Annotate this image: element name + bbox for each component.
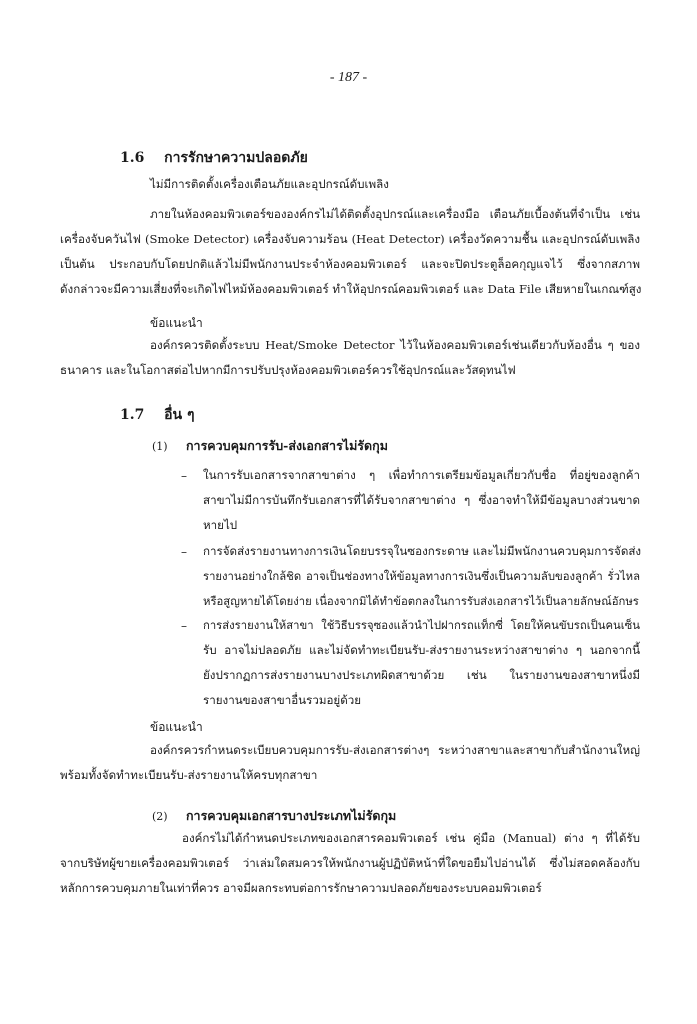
bullet-dash: – [181,545,187,559]
finding-line: เป็นต้น ประกอบกับโดยปกติแล้วไม่มีพนักงานประจำห้องคอมพิวเตอร์ และจะปิดประตูล็อคกุญแจไว้ ซึ่งจากสภาพ [60,257,640,271]
finding-line: ภายในห้องคอมพิวเตอร์ขององค์กรไม่ได้ติดตั้งอุปกรณ์และเครื่องมือ เตือนภัยเบื้องต้นที่จำเป็น เช่น [150,207,640,221]
bullet-line: การจัดส่งรายงานทางการเงินโดยบรรจุในซองกระดาษ และไม่มีพนักงานควบคุมการจัดส่ง [203,544,642,558]
section-1-7-heading [120,404,194,426]
subsection-title: การควบคุมเอกสารบางประเภทไม่รัดกุม [185,808,397,823]
paragraph-line: องค์กรไม่ได้กำหนดประเภทของเอกสารคอมพิวเตอร์ เช่น คู่มือ (Manual) ต่าง ๆ ที่ได้รับ [182,831,640,845]
bullet-line: ยังปรากฏการส่งรายงานบางประเภทผิดสาขาด้วย เช่น ในรายงานของสาขาหนึ่งมี [203,668,640,682]
subsection-2-heading [152,806,396,826]
bullet-line: หายไป [203,518,238,532]
subsection-number: (2) [152,810,168,823]
recommendation-line: องค์กรควรติดตั้งระบบ Heat/Smoke Detector ไว้ในห้องคอมพิวเตอร์เช่นเดียวกับห้องอื่น ๆ ของ [150,338,640,352]
section-number: 1.6 [120,150,145,166]
finding-heading: ไม่มีการติดตั้งเครื่องเตือนภัยและอุปกรณ์ดับเพลิง [150,177,389,191]
recommendation-line: องค์กรควรกำหนดระเบียบควบคุมการรับ-ส่งเอกสารต่างๆ ระหว่างสาขาและสาขากับสำนักงานใหญ่ [150,743,640,757]
bullet-dash: – [181,619,187,633]
bullet-dash: – [181,469,187,483]
recommendation-line: พร้อมทั้งจัดทำทะเบียนรับ-ส่งรายงานให้ครบทุกสาขา [60,768,318,782]
recommendation-label: ข้อแนะนำ [150,316,203,330]
recommendation-label: ข้อแนะนำ [150,720,203,734]
bullet-line: รายงานของสาขาอื่นรวมอยู่ด้วย [203,693,362,707]
section-title: อื่น ๆ [164,407,195,423]
section-title: การรักษาความปลอดภัย [164,150,308,166]
page-number: - 187 - [329,70,368,85]
bullet-line: สาขาไม่มีการบันทึกรับเอกสารที่ได้รับจากสาขาต่าง ๆ ซึ่งอาจทำให้มีข้อมูลบางส่วนขาด [203,493,640,507]
finding-line: เครื่องจับควันไฟ (Smoke Detector) เครื่องจับความร้อน (Heat Detector) เครื่องวัดความชื้น และอุปกรณ์ดับเพลิง [60,232,640,246]
bullet-line: รายงานอย่างใกล้ชิด อาจเป็นช่องทางให้ข้อมูลทางการเงินซึ่งเป็นความลับของลูกค้า รั่วไหล [203,570,640,583]
bullet-line: รับ อาจไม่ปลอดภัย และไม่จัดทำทะเบียนรับ-ส่งรายงานระหว่างสาขาต่าง ๆ นอกจากนี้ [203,643,640,657]
bullet-line: การส่งรายงานให้สาขา ใช้วิธีบรรจุซองแล้วนำไปฝากรถแท็กซี่ โดยให้คนขับรถเป็นคนเซ็น [203,619,640,632]
subsection-number: (1) [152,440,168,453]
bullet-line: หรือสูญหายได้โดยง่าย เนื่องจากมิได้ทำข้อตกลงในการรับส่งเอกสารไว้เป็นลายลักษณ์อักษร [203,595,639,608]
section-1-6-heading [120,147,308,169]
bullet-line: ในการรับเอกสารจากสาขาต่าง ๆ เพื่อทำการเตรียมข้อมูลเกี่ยวกับชื่อ ที่อยู่ของลูกค้า [203,468,640,482]
paragraph-line: จากบริษัทผู้ขายเครื่องคอมพิวเตอร์ ว่าเล่มใดสมควรให้พนักงานผู้ปฏิบัติหน้าที่ใดขอยืมไปอ่านได้ ซึ่งไม่สอดคล้องกับ [60,856,640,870]
finding-line: ดังกล่าวจะมีความเสี่ยงที่จะเกิดไฟไหม้ห้องคอมพิวเตอร์ ทำให้อุปกรณ์คอมพิวเตอร์ และ Data File เสียหายในเกณฑ์สูง [60,282,642,296]
section-number: 1.7 [120,407,145,423]
paragraph-line: หลักการควบคุมภายในเท่าที่ควร อาจมีผลกระทบต่อการรักษาความปลอดภัยของระบบคอมพิวเตอร์ [60,881,542,895]
subsection-1-heading [152,436,388,456]
subsection-title: การควบคุมการรับ-ส่งเอกสารไม่รัดกุม [185,438,388,453]
recommendation-line: ธนาคาร และในโอกาสต่อไปหากมีการปรับปรุงห้องคอมพิวเตอร์ควรใช้อุปกรณ์และวัสดุทนไฟ [60,363,516,377]
